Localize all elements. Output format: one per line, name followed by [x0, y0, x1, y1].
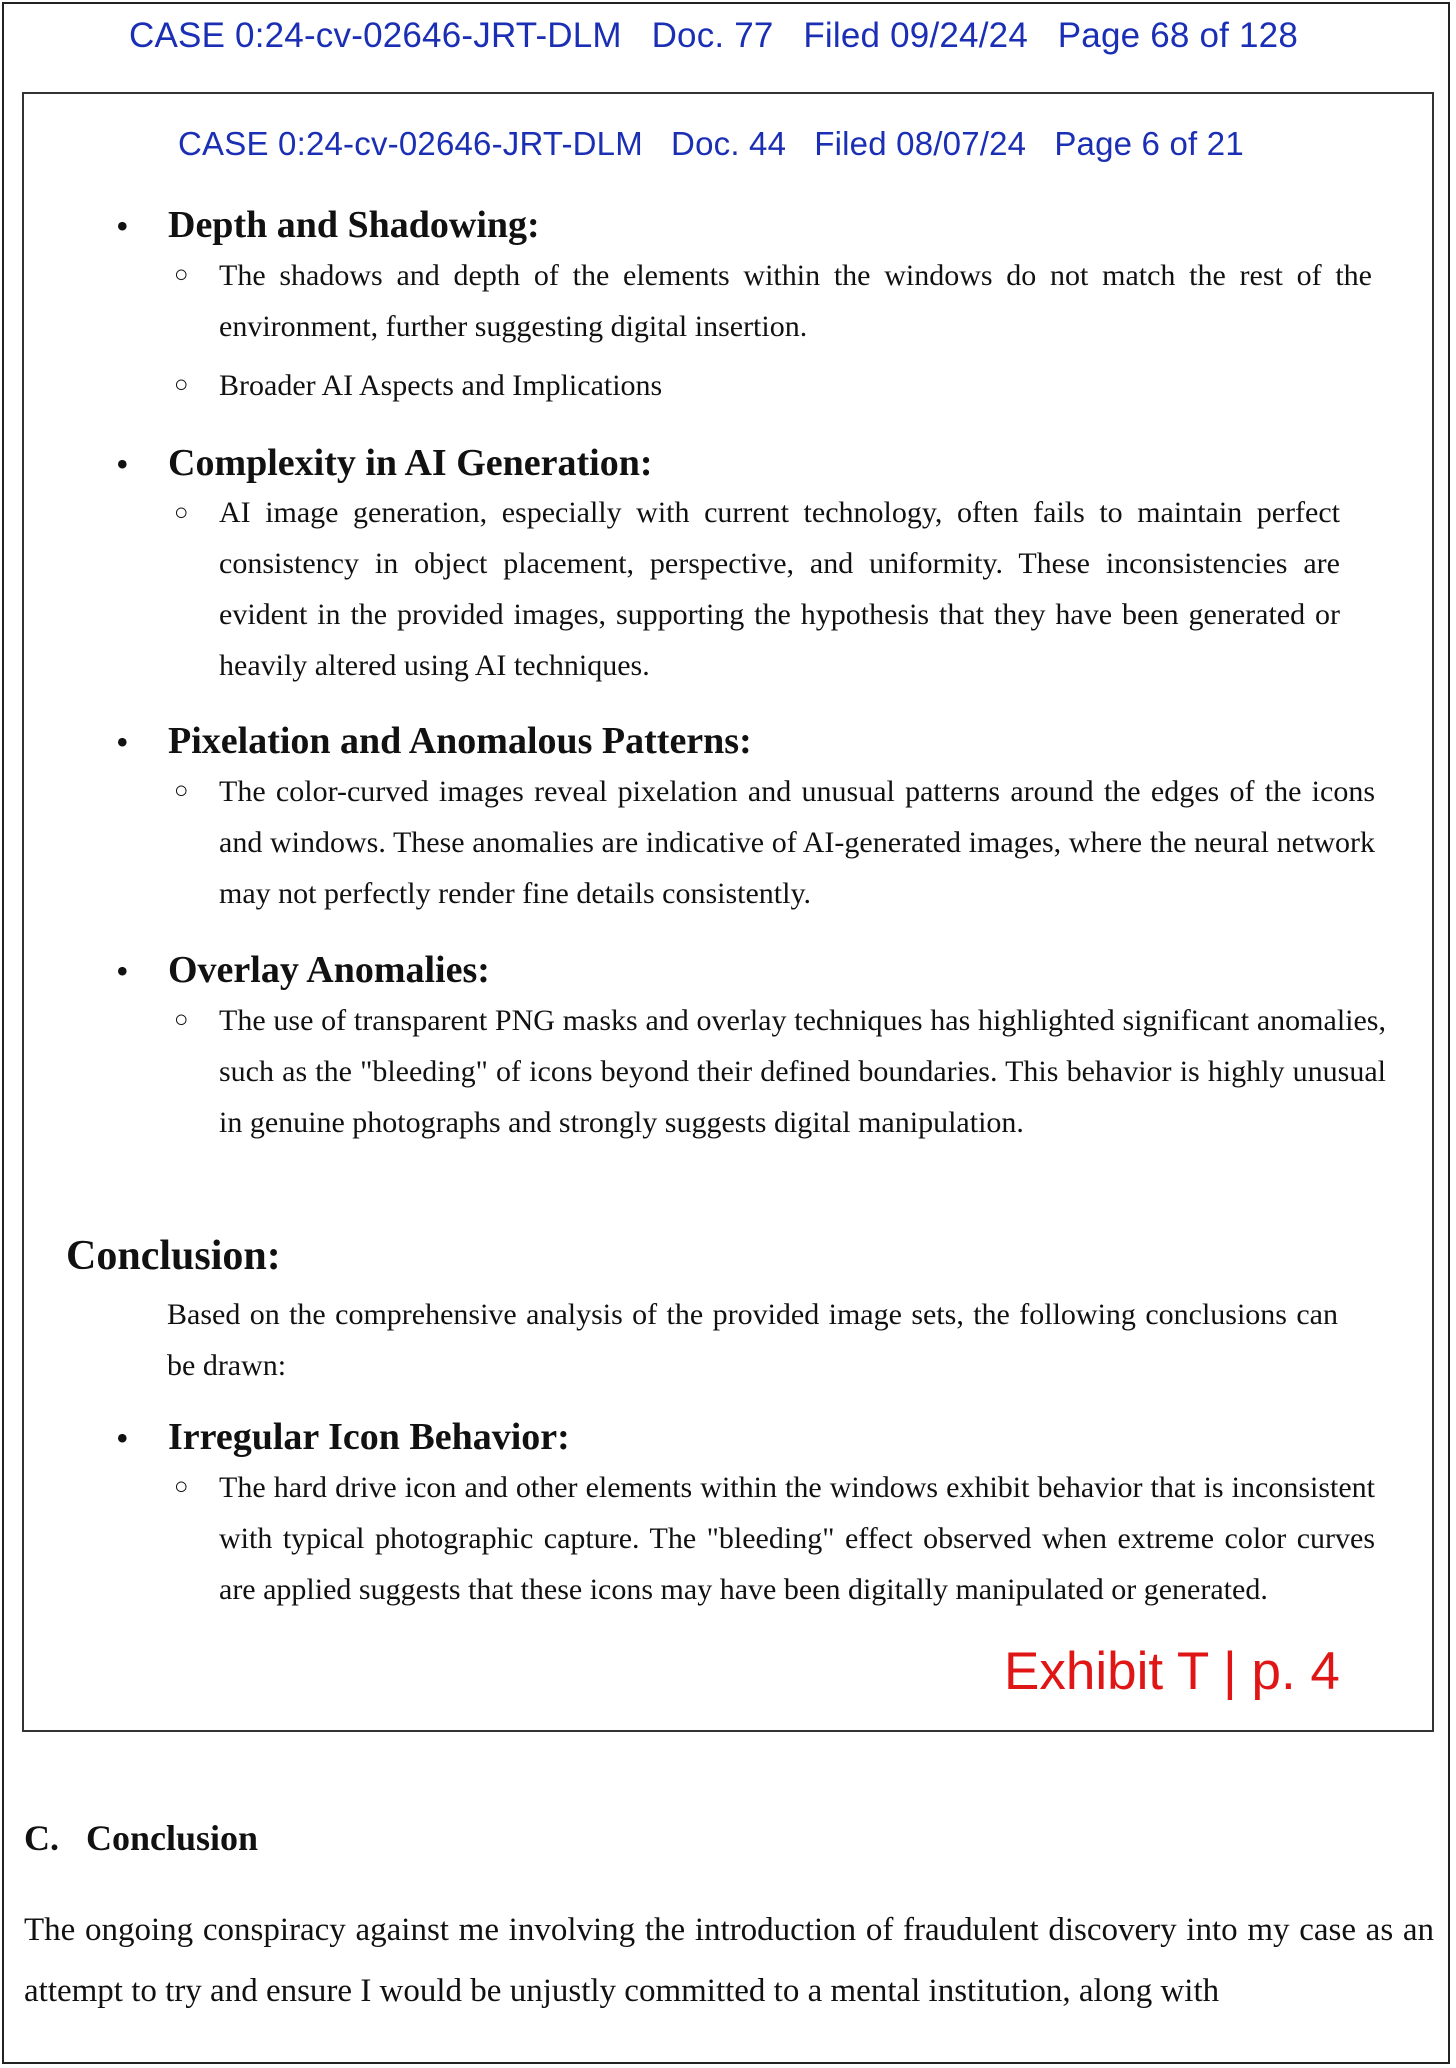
body-paragraph: The ongoing conspiracy against me involving the introduction of fraudulent discovery into my case as an attempt to try and ensure I would be unjustly committed to a mental institution, along with: [24, 1912, 1434, 2009]
sub-bullet-icon: ○: [174, 1474, 189, 1500]
section-heading: Complexity in AI Generation:: [168, 442, 653, 484]
conclusion-heading: Conclusion:: [66, 1233, 281, 1279]
exhibit-label: Exhibit T | p. 4: [1004, 1642, 1340, 1701]
court-header-stamp: CASE 0:24-cv-02646-JRT-DLM Doc. 77 Filed 09/24/24 Page 68 of 128: [129, 16, 1298, 55]
sub-bullet-icon: ○: [174, 372, 189, 398]
section-heading-c: C. Conclusion: [24, 1818, 259, 1858]
exhibit-header-stamp: CASE 0:24-cv-02646-JRT-DLM Doc. 44 Filed 08/07/24 Page 6 of 21: [178, 125, 1244, 162]
section-text: The color-curved images reveal pixelation and unusual patterns around the edges of the icons and windows. These anomalies are indicative of AI-generated images, where the neural network may not perfectly render fine details consistently.: [219, 775, 1375, 910]
sub-bullet-icon: ○: [174, 262, 189, 288]
section-heading: Overlay Anomalies:: [168, 949, 490, 991]
bullet-icon: •: [116, 206, 129, 246]
bullet-icon: •: [116, 444, 129, 484]
bullet-icon: •: [116, 1418, 129, 1458]
section-text: AI image generation, especially with current technology, often fails to maintain perfect consistency in object placement, perspective, and uniformity. These inconsistencies are evident in the provided images, supporting the hypothesis that they have been generated or heavily altered using AI techniques.: [219, 496, 1340, 682]
section-text: The use of transparent PNG masks and overlay techniques has highlighted significant anomalies, such as the "bleeding" of icons beyond their defined boundaries. This behavior is highly unusual in genuine photographs and strongly suggests digital manipulation.: [219, 1004, 1386, 1139]
section-text: The shadows and depth of the elements within the windows do not match the rest of the environment, further suggesting digital insertion.: [219, 259, 1372, 343]
conclusion-intro: Based on the comprehensive analysis of the provided image sets, the following conclusions can be drawn:: [167, 1298, 1338, 1382]
bullet-icon: •: [116, 951, 129, 991]
sub-bullet-icon: ○: [174, 500, 189, 526]
sub-bullet-icon: ○: [174, 778, 189, 804]
section-heading: Irregular Icon Behavior:: [168, 1416, 570, 1458]
sub-bullet-icon: ○: [174, 1007, 189, 1033]
bullet-icon: •: [116, 722, 129, 762]
section-heading: Pixelation and Anomalous Patterns:: [168, 720, 752, 762]
section-text: Broader AI Aspects and Implications: [219, 369, 663, 402]
section-heading: Depth and Shadowing:: [168, 204, 540, 246]
section-text: The hard drive icon and other elements within the windows exhibit behavior that is inconsistent with typical photographic capture. The "bleeding" effect observed when extreme color curves are applied suggests that these icons may have been digitally manipulated or generated.: [219, 1471, 1375, 1606]
